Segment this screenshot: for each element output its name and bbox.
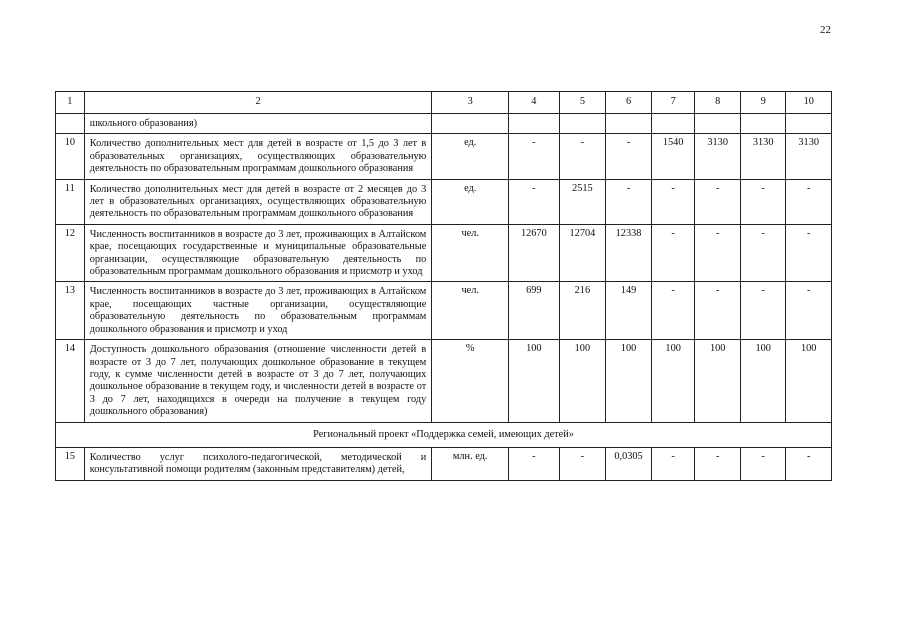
- value-cell: [740, 114, 786, 134]
- value-cell: 699: [509, 282, 560, 340]
- value-cell: -: [606, 134, 652, 179]
- value-cell: -: [509, 134, 560, 179]
- value-cell: 100: [559, 340, 606, 422]
- row-number: 13: [56, 282, 85, 340]
- unit-cell: чел.: [432, 282, 509, 340]
- value-cell: 2515: [559, 179, 606, 224]
- unit-cell: ед.: [432, 134, 509, 179]
- value-cell: -: [651, 224, 695, 282]
- column-header: 6: [606, 92, 652, 114]
- value-cell: -: [651, 447, 695, 480]
- value-cell: -: [786, 447, 832, 480]
- value-cell: 216: [559, 282, 606, 340]
- value-cell: 1540: [651, 134, 695, 179]
- value-cell: 12704: [559, 224, 606, 282]
- row-number: 12: [56, 224, 85, 282]
- value-cell: 100: [695, 340, 741, 422]
- value-cell: -: [695, 282, 741, 340]
- unit-cell: %: [432, 340, 509, 422]
- value-cell: [606, 114, 652, 134]
- table-row: [56, 282, 832, 340]
- value-cell: -: [786, 224, 832, 282]
- value-cell: 100: [606, 340, 652, 422]
- table-row: [56, 134, 832, 179]
- indicator-description: Численность воспитанников в возрасте до 3 лет, проживающих в Алтайском крае, посещающих государственные и муниципальные образовательные организации, осуществляющие образовательную деятельность по образовательным программам дошкольного образования и присмотр и уход: [84, 224, 432, 282]
- value-cell: 0,0305: [606, 447, 652, 480]
- row-number: 14: [56, 340, 85, 422]
- value-cell: -: [559, 447, 606, 480]
- value-cell: 100: [786, 340, 832, 422]
- column-header: 5: [559, 92, 606, 114]
- section-title: Региональный проект «Поддержка семей, имеющих детей»: [56, 422, 832, 447]
- value-cell: [695, 114, 741, 134]
- value-cell: 3130: [786, 134, 832, 179]
- page-number: 22: [820, 24, 831, 36]
- indicator-table: [55, 91, 832, 481]
- column-header: 8: [695, 92, 741, 114]
- indicator-description: Количество услуг психолого-педагогической, методической и консультативной помощи родителям (законным представителям) детей,: [84, 447, 432, 480]
- table-row: [56, 340, 832, 422]
- value-cell: 149: [606, 282, 652, 340]
- value-cell: [559, 114, 606, 134]
- continuation-row: [56, 114, 832, 134]
- column-header: 7: [651, 92, 695, 114]
- column-header: 1: [56, 92, 85, 114]
- table-row: [56, 179, 832, 224]
- header-row: [56, 92, 832, 114]
- unit-cell: млн. ед.: [432, 447, 509, 480]
- value-cell: 12670: [509, 224, 560, 282]
- value-cell: -: [740, 179, 786, 224]
- indicator-description: Численность воспитанников в возрасте до 3 лет, проживающих в Алтайском крае, посещающих частные организации, осуществляющие образовательную деятельность по образовательным программам дошкольного образования и присмотр и уход: [84, 282, 432, 340]
- row-number: 11: [56, 179, 85, 224]
- row-number: 10: [56, 134, 85, 179]
- column-header: 4: [509, 92, 560, 114]
- value-cell: 12338: [606, 224, 652, 282]
- unit-cell: [432, 114, 509, 134]
- column-header: 3: [432, 92, 509, 114]
- value-cell: [509, 114, 560, 134]
- value-cell: 100: [740, 340, 786, 422]
- unit-cell: ед.: [432, 179, 509, 224]
- row-number: 15: [56, 447, 85, 480]
- indicator-description: Количество дополнительных мест для детей в возрасте от 2 месяцев до 3 лет в образовательных организациях, осуществляющих образовательную деятельность по образовательным программам дошкольного образования: [84, 179, 432, 224]
- value-cell: -: [740, 282, 786, 340]
- value-cell: 100: [509, 340, 560, 422]
- value-cell: -: [786, 282, 832, 340]
- value-cell: -: [509, 447, 560, 480]
- column-header: 2: [84, 92, 432, 114]
- value-cell: -: [651, 282, 695, 340]
- value-cell: 3130: [740, 134, 786, 179]
- value-cell: -: [559, 134, 606, 179]
- value-cell: -: [509, 179, 560, 224]
- value-cell: -: [786, 179, 832, 224]
- value-cell: 3130: [695, 134, 741, 179]
- continuation-text: школьного образования): [84, 114, 432, 134]
- value-cell: 100: [651, 340, 695, 422]
- table-row: [56, 447, 832, 480]
- indicator-description: Доступность дошкольного образования (отношение численности детей в возрасте от 3 до 7 лет, получающих дошкольное образование в текущем году, к сумме численности детей в возрасте от 3 до 7 лет, получающих дошкольное образование в текущем году, и численности детей в возрасте от 3 до 7 лет, находящихся в очереди на получение в текущем году дошкольного образования): [84, 340, 432, 422]
- column-header: 10: [786, 92, 832, 114]
- value-cell: -: [740, 447, 786, 480]
- value-cell: -: [651, 179, 695, 224]
- row-number-cell: [56, 114, 85, 134]
- value-cell: -: [695, 179, 741, 224]
- section-row: [56, 422, 832, 447]
- unit-cell: чел.: [432, 224, 509, 282]
- table-row: [56, 224, 832, 282]
- column-header: 9: [740, 92, 786, 114]
- value-cell: [651, 114, 695, 134]
- value-cell: -: [606, 179, 652, 224]
- indicator-description: Количество дополнительных мест для детей в возрасте от 1,5 до 3 лет в образовательных организациях, осуществляющих образовательную деятельность по образовательным программам дошкольного образования: [84, 134, 432, 179]
- value-cell: -: [695, 447, 741, 480]
- value-cell: -: [695, 224, 741, 282]
- value-cell: -: [740, 224, 786, 282]
- value-cell: [786, 114, 832, 134]
